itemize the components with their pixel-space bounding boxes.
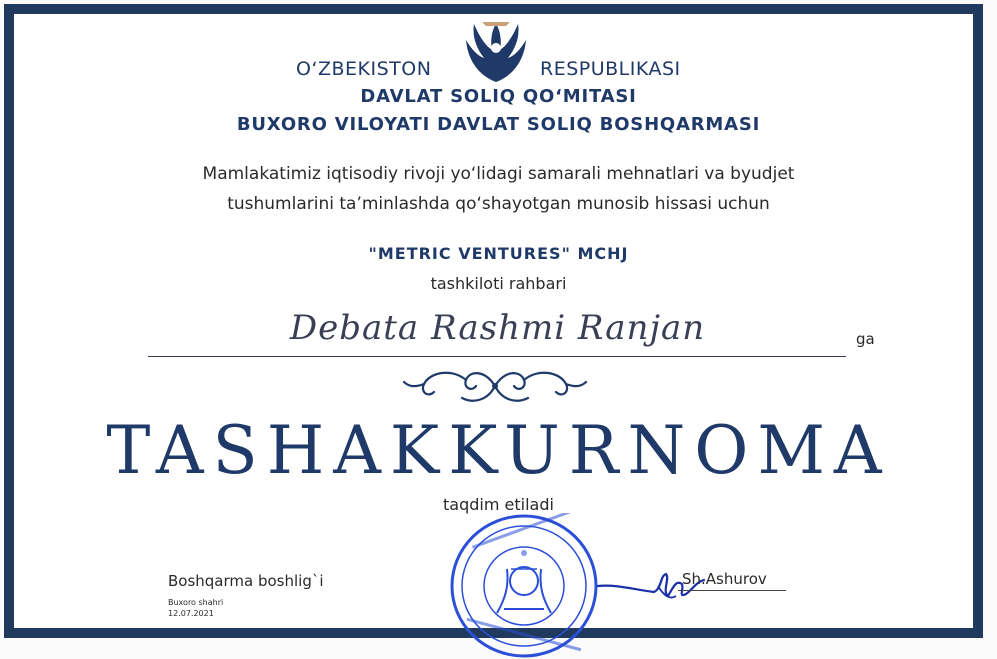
organization-name: "METRIC VENTURES" MCHJ	[368, 244, 629, 263]
recipient-name: Debata Rashmi Ranjan	[289, 308, 706, 348]
signature-line	[678, 590, 786, 591]
body-line-2: tushumlarini ta’minlashda qo‘shayotgan munosib hissasi uchun	[227, 194, 770, 214]
official-seal-icon	[449, 513, 599, 659]
signer-role: Boshqarma boshlig`i	[168, 572, 324, 590]
flourish-ornament-icon	[400, 364, 590, 408]
issue-date: 12.07.2021	[168, 609, 214, 618]
issue-city: Buxoro shahri	[168, 598, 224, 607]
body-line-1: Mamlakatimiz iqtisodiy rivoji yo‘lidagi samarali mehnatlari va byudjet	[202, 164, 795, 184]
header-committee: DAVLAT SOLIQ QO‘MITASI	[360, 86, 637, 107]
header-department: BUXORO VILOYATI DAVLAT SOLIQ BOSHQARMASI	[236, 114, 761, 135]
recipient-underline	[148, 356, 846, 357]
header-country-right: RESPUBLIKASI	[540, 58, 681, 80]
presented-text: taqdim etiladi	[443, 495, 554, 514]
signer-name: Sh.Ashurov	[682, 570, 767, 588]
eagle-emblem-icon	[462, 18, 530, 84]
certificate-title: TASHAKKURNOMA	[106, 412, 891, 489]
recipient-role: tashkiloti rahbari	[430, 274, 567, 293]
header-country-left: O‘ZBEKISTON	[296, 58, 432, 80]
recipient-suffix: ga	[856, 330, 875, 348]
